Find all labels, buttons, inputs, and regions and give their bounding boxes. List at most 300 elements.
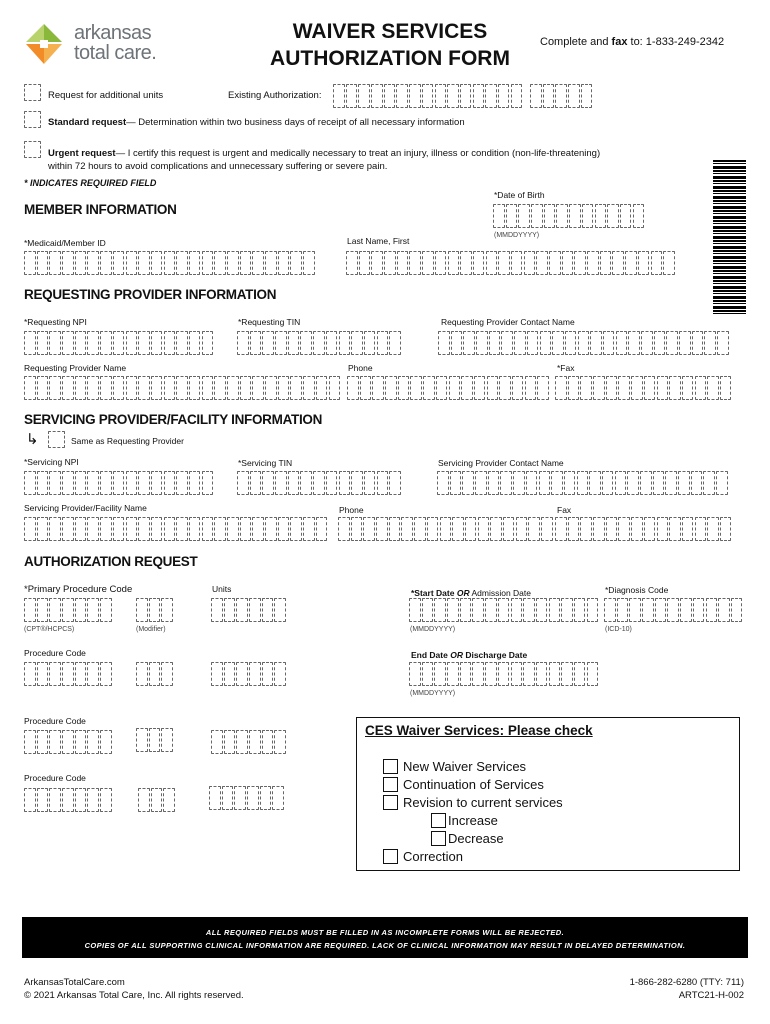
char-box[interactable] xyxy=(640,471,652,495)
char-box[interactable] xyxy=(75,730,87,754)
char-box[interactable] xyxy=(24,251,36,275)
serv-contact-field[interactable] xyxy=(437,471,729,495)
char-box[interactable] xyxy=(541,517,553,541)
char-box[interactable] xyxy=(290,251,302,275)
char-box[interactable] xyxy=(501,331,513,355)
char-box[interactable] xyxy=(409,598,421,622)
char-box[interactable] xyxy=(151,788,163,812)
char-box[interactable] xyxy=(654,331,666,355)
char-box[interactable] xyxy=(500,471,512,495)
char-box[interactable] xyxy=(549,251,561,275)
char-box[interactable] xyxy=(669,517,681,541)
char-box[interactable] xyxy=(100,331,112,355)
char-box[interactable] xyxy=(189,471,201,495)
char-box[interactable] xyxy=(338,517,350,541)
char-box[interactable] xyxy=(397,251,409,275)
increase-checkbox[interactable] xyxy=(431,813,446,828)
char-box[interactable] xyxy=(552,331,564,355)
char-box[interactable] xyxy=(313,471,325,495)
char-box[interactable] xyxy=(87,730,99,754)
char-box[interactable] xyxy=(422,251,434,275)
char-box[interactable] xyxy=(290,517,302,541)
char-box[interactable] xyxy=(644,376,656,400)
dob-field[interactable] xyxy=(493,204,645,228)
char-box[interactable] xyxy=(720,517,732,541)
char-box[interactable] xyxy=(176,376,188,400)
char-box[interactable] xyxy=(568,84,580,108)
char-box[interactable] xyxy=(396,84,408,108)
char-box[interactable] xyxy=(628,331,640,355)
char-box[interactable] xyxy=(214,251,226,275)
char-box[interactable] xyxy=(265,517,277,541)
char-box[interactable] xyxy=(434,662,446,686)
char-box[interactable] xyxy=(461,376,473,400)
char-box[interactable] xyxy=(666,331,678,355)
char-box[interactable] xyxy=(278,517,290,541)
char-box[interactable] xyxy=(202,376,214,400)
char-box[interactable] xyxy=(211,662,223,686)
char-box[interactable] xyxy=(87,471,99,495)
char-box[interactable] xyxy=(303,517,315,541)
char-box[interactable] xyxy=(544,204,556,228)
char-box[interactable] xyxy=(49,598,61,622)
char-box[interactable] xyxy=(487,376,499,400)
char-box[interactable] xyxy=(189,331,201,355)
char-box[interactable] xyxy=(288,331,300,355)
char-box[interactable] xyxy=(138,331,150,355)
char-box[interactable] xyxy=(498,598,510,622)
start-date-field[interactable] xyxy=(409,598,599,622)
char-box[interactable] xyxy=(240,517,252,541)
char-box[interactable] xyxy=(564,471,576,495)
char-box[interactable] xyxy=(49,376,61,400)
char-box[interactable] xyxy=(75,788,87,812)
ces-option-revision[interactable] xyxy=(383,795,563,810)
char-box[interactable] xyxy=(316,376,328,400)
units-field-2[interactable] xyxy=(211,662,287,686)
char-box[interactable] xyxy=(651,251,663,275)
char-box[interactable] xyxy=(262,662,274,686)
char-box[interactable] xyxy=(62,331,74,355)
char-box[interactable] xyxy=(87,376,99,400)
char-box[interactable] xyxy=(578,331,590,355)
char-box[interactable] xyxy=(389,331,401,355)
char-box[interactable] xyxy=(211,598,223,622)
char-box[interactable] xyxy=(409,84,421,108)
end-date-field[interactable] xyxy=(409,662,599,686)
decrease-checkbox[interactable] xyxy=(431,831,446,846)
char-box[interactable] xyxy=(707,517,719,541)
char-box[interactable] xyxy=(679,331,691,355)
char-box[interactable] xyxy=(682,376,694,400)
char-box[interactable] xyxy=(316,517,328,541)
char-box[interactable] xyxy=(377,471,389,495)
char-box[interactable] xyxy=(450,471,462,495)
char-box[interactable] xyxy=(565,331,577,355)
char-box[interactable] xyxy=(274,598,286,622)
char-box[interactable] xyxy=(100,517,112,541)
char-box[interactable] xyxy=(720,376,732,400)
continuation-checkbox[interactable] xyxy=(383,777,398,792)
char-box[interactable] xyxy=(543,84,555,108)
char-box[interactable] xyxy=(716,471,728,495)
char-box[interactable] xyxy=(252,251,264,275)
char-box[interactable] xyxy=(580,517,592,541)
char-box[interactable] xyxy=(526,471,538,495)
char-box[interactable] xyxy=(100,662,112,686)
char-box[interactable] xyxy=(151,376,163,400)
char-box[interactable] xyxy=(389,471,401,495)
char-box[interactable] xyxy=(339,471,351,495)
char-box[interactable] xyxy=(569,204,581,228)
char-box[interactable] xyxy=(587,598,599,622)
char-box[interactable] xyxy=(161,728,173,752)
char-box[interactable] xyxy=(691,471,703,495)
char-box[interactable] xyxy=(163,788,175,812)
char-box[interactable] xyxy=(486,251,498,275)
char-box[interactable] xyxy=(87,662,99,686)
char-box[interactable] xyxy=(644,517,656,541)
char-box[interactable] xyxy=(607,204,619,228)
char-box[interactable] xyxy=(288,471,300,495)
char-box[interactable] xyxy=(75,471,87,495)
medicaid-field[interactable] xyxy=(24,251,316,275)
char-box[interactable] xyxy=(478,517,490,541)
char-box[interactable] xyxy=(498,84,510,108)
char-box[interactable] xyxy=(346,251,358,275)
char-box[interactable] xyxy=(577,471,589,495)
char-box[interactable] xyxy=(499,376,511,400)
char-box[interactable] xyxy=(275,471,287,495)
char-box[interactable] xyxy=(582,204,594,228)
footer-website[interactable]: ArkansasTotalCare.com xyxy=(24,977,125,988)
char-box[interactable] xyxy=(75,331,87,355)
char-box[interactable] xyxy=(511,251,523,275)
char-box[interactable] xyxy=(250,471,262,495)
char-box[interactable] xyxy=(437,471,449,495)
char-box[interactable] xyxy=(138,251,150,275)
char-box[interactable] xyxy=(590,331,602,355)
char-box[interactable] xyxy=(100,730,112,754)
units-field-4[interactable] xyxy=(209,786,285,810)
char-box[interactable] xyxy=(642,598,654,622)
char-box[interactable] xyxy=(371,84,383,108)
char-box[interactable] xyxy=(376,517,388,541)
char-box[interactable] xyxy=(706,598,718,622)
req-fax-field[interactable] xyxy=(555,376,733,400)
req-contact-field[interactable] xyxy=(438,331,730,355)
char-box[interactable] xyxy=(260,786,272,810)
char-box[interactable] xyxy=(536,662,548,686)
char-box[interactable] xyxy=(161,598,173,622)
char-box[interactable] xyxy=(351,517,363,541)
modifier-field-4[interactable] xyxy=(138,788,176,812)
char-box[interactable] xyxy=(530,84,542,108)
char-box[interactable] xyxy=(149,728,161,752)
char-box[interactable] xyxy=(631,376,643,400)
char-box[interactable] xyxy=(602,471,614,495)
char-box[interactable] xyxy=(202,331,214,355)
char-box[interactable] xyxy=(485,662,497,686)
char-box[interactable] xyxy=(164,251,176,275)
ces-option-correction[interactable] xyxy=(383,849,463,864)
char-box[interactable] xyxy=(176,331,188,355)
char-box[interactable] xyxy=(472,662,484,686)
char-box[interactable] xyxy=(625,251,637,275)
char-box[interactable] xyxy=(663,251,675,275)
char-box[interactable] xyxy=(252,376,264,400)
char-box[interactable] xyxy=(161,662,173,686)
char-box[interactable] xyxy=(136,598,148,622)
char-box[interactable] xyxy=(603,331,615,355)
primary-modifier-field[interactable] xyxy=(136,598,174,622)
char-box[interactable] xyxy=(695,376,707,400)
char-box[interactable] xyxy=(227,251,239,275)
char-box[interactable] xyxy=(447,598,459,622)
char-box[interactable] xyxy=(278,376,290,400)
char-box[interactable] xyxy=(493,204,505,228)
char-box[interactable] xyxy=(682,517,694,541)
existing-auth-field[interactable] xyxy=(333,84,523,108)
char-box[interactable] xyxy=(536,598,548,622)
char-box[interactable] xyxy=(657,517,669,541)
char-box[interactable] xyxy=(695,517,707,541)
char-box[interactable] xyxy=(151,251,163,275)
char-box[interactable] xyxy=(449,376,461,400)
char-box[interactable] xyxy=(549,662,561,686)
new-waiver-checkbox[interactable] xyxy=(383,759,398,774)
char-box[interactable] xyxy=(151,471,163,495)
char-box[interactable] xyxy=(528,517,540,541)
char-box[interactable] xyxy=(540,331,552,355)
char-box[interactable] xyxy=(37,730,49,754)
char-box[interactable] xyxy=(87,517,99,541)
char-box[interactable] xyxy=(409,251,421,275)
correction-checkbox[interactable] xyxy=(383,849,398,864)
char-box[interactable] xyxy=(138,376,150,400)
char-box[interactable] xyxy=(24,662,36,686)
modifier-field-2[interactable] xyxy=(136,662,174,686)
char-box[interactable] xyxy=(527,331,539,355)
char-box[interactable] xyxy=(126,471,138,495)
char-box[interactable] xyxy=(262,331,274,355)
char-box[interactable] xyxy=(631,517,643,541)
char-box[interactable] xyxy=(252,517,264,541)
char-box[interactable] xyxy=(513,471,525,495)
char-box[interactable] xyxy=(214,376,226,400)
char-box[interactable] xyxy=(498,251,510,275)
char-box[interactable] xyxy=(236,598,248,622)
char-box[interactable] xyxy=(62,662,74,686)
char-box[interactable] xyxy=(555,376,567,400)
char-box[interactable] xyxy=(606,517,618,541)
char-box[interactable] xyxy=(346,84,358,108)
char-box[interactable] xyxy=(126,517,138,541)
char-box[interactable] xyxy=(629,598,641,622)
char-box[interactable] xyxy=(473,84,485,108)
char-box[interactable] xyxy=(164,471,176,495)
char-box[interactable] xyxy=(247,786,259,810)
char-box[interactable] xyxy=(555,517,567,541)
char-box[interactable] xyxy=(339,331,351,355)
char-box[interactable] xyxy=(556,204,568,228)
char-box[interactable] xyxy=(265,251,277,275)
char-box[interactable] xyxy=(62,730,74,754)
char-box[interactable] xyxy=(62,251,74,275)
char-box[interactable] xyxy=(126,251,138,275)
char-box[interactable] xyxy=(329,376,341,400)
char-box[interactable] xyxy=(37,471,49,495)
char-box[interactable] xyxy=(75,376,87,400)
char-box[interactable] xyxy=(600,251,612,275)
char-box[interactable] xyxy=(516,517,528,541)
char-box[interactable] xyxy=(704,331,716,355)
char-box[interactable] xyxy=(460,598,472,622)
char-box[interactable] xyxy=(303,251,315,275)
char-box[interactable] xyxy=(653,471,665,495)
char-box[interactable] xyxy=(523,598,535,622)
char-box[interactable] xyxy=(616,331,628,355)
char-box[interactable] xyxy=(525,376,537,400)
serv-phone-field[interactable] xyxy=(338,517,554,541)
char-box[interactable] xyxy=(87,251,99,275)
char-box[interactable] xyxy=(574,251,586,275)
char-box[interactable] xyxy=(514,331,526,355)
char-box[interactable] xyxy=(460,84,472,108)
char-box[interactable] xyxy=(447,662,459,686)
char-box[interactable] xyxy=(237,331,249,355)
req-phone-field[interactable] xyxy=(347,376,550,400)
char-box[interactable] xyxy=(452,517,464,541)
char-box[interactable] xyxy=(300,331,312,355)
char-box[interactable] xyxy=(490,517,502,541)
char-box[interactable] xyxy=(731,598,743,622)
char-box[interactable] xyxy=(151,517,163,541)
char-box[interactable] xyxy=(377,331,389,355)
char-box[interactable] xyxy=(326,331,338,355)
char-box[interactable] xyxy=(657,376,669,400)
char-box[interactable] xyxy=(460,662,472,686)
char-box[interactable] xyxy=(62,598,74,622)
char-box[interactable] xyxy=(227,517,239,541)
serv-fax-field[interactable] xyxy=(555,517,733,541)
char-box[interactable] xyxy=(427,517,439,541)
char-box[interactable] xyxy=(347,376,359,400)
char-box[interactable] xyxy=(164,376,176,400)
char-box[interactable] xyxy=(24,376,36,400)
char-box[interactable] xyxy=(37,788,49,812)
char-box[interactable] xyxy=(49,331,61,355)
char-box[interactable] xyxy=(176,517,188,541)
ces-option-increase[interactable] xyxy=(431,813,498,828)
serv-name-field[interactable] xyxy=(24,517,329,541)
char-box[interactable] xyxy=(562,251,574,275)
char-box[interactable] xyxy=(303,376,315,400)
char-box[interactable] xyxy=(615,471,627,495)
char-box[interactable] xyxy=(587,662,599,686)
char-box[interactable] xyxy=(371,251,383,275)
char-box[interactable] xyxy=(475,471,487,495)
char-box[interactable] xyxy=(620,204,632,228)
char-box[interactable] xyxy=(136,662,148,686)
char-box[interactable] xyxy=(472,598,484,622)
char-box[interactable] xyxy=(447,84,459,108)
char-box[interactable] xyxy=(278,251,290,275)
char-box[interactable] xyxy=(692,331,704,355)
char-box[interactable] xyxy=(364,471,376,495)
char-box[interactable] xyxy=(75,251,87,275)
char-box[interactable] xyxy=(384,84,396,108)
char-box[interactable] xyxy=(422,662,434,686)
char-box[interactable] xyxy=(385,376,397,400)
char-box[interactable] xyxy=(151,331,163,355)
char-box[interactable] xyxy=(476,331,488,355)
char-box[interactable] xyxy=(667,598,679,622)
char-box[interactable] xyxy=(113,376,125,400)
char-box[interactable] xyxy=(234,786,246,810)
char-box[interactable] xyxy=(149,662,161,686)
ces-option-decrease[interactable] xyxy=(431,831,504,846)
char-box[interactable] xyxy=(537,376,549,400)
char-box[interactable] xyxy=(511,662,523,686)
char-box[interactable] xyxy=(617,598,629,622)
char-box[interactable] xyxy=(612,251,624,275)
char-box[interactable] xyxy=(523,662,535,686)
char-box[interactable] xyxy=(37,598,49,622)
char-box[interactable] xyxy=(290,376,302,400)
char-box[interactable] xyxy=(202,471,214,495)
char-box[interactable] xyxy=(409,662,421,686)
char-box[interactable] xyxy=(100,788,112,812)
char-box[interactable] xyxy=(503,517,515,541)
char-box[interactable] xyxy=(551,471,563,495)
procedure-code-field-4[interactable] xyxy=(24,788,113,812)
char-box[interactable] xyxy=(401,517,413,541)
char-box[interactable] xyxy=(24,331,36,355)
char-box[interactable] xyxy=(531,204,543,228)
char-box[interactable] xyxy=(87,788,99,812)
char-box[interactable] xyxy=(176,251,188,275)
req-npi-field[interactable] xyxy=(24,331,214,355)
char-box[interactable] xyxy=(222,786,234,810)
char-box[interactable] xyxy=(451,331,463,355)
char-box[interactable] xyxy=(561,662,573,686)
char-box[interactable] xyxy=(24,517,36,541)
char-box[interactable] xyxy=(536,251,548,275)
char-box[interactable] xyxy=(100,471,112,495)
char-box[interactable] xyxy=(593,376,605,400)
char-box[interactable] xyxy=(249,598,261,622)
char-box[interactable] xyxy=(202,251,214,275)
char-box[interactable] xyxy=(717,331,729,355)
char-box[interactable] xyxy=(358,84,370,108)
char-box[interactable] xyxy=(37,331,49,355)
req-name-field[interactable] xyxy=(24,376,341,400)
char-box[interactable] xyxy=(422,84,434,108)
char-box[interactable] xyxy=(224,730,236,754)
char-box[interactable] xyxy=(37,662,49,686)
char-box[interactable] xyxy=(581,84,593,108)
char-box[interactable] xyxy=(224,662,236,686)
char-box[interactable] xyxy=(618,376,630,400)
char-box[interactable] xyxy=(511,84,523,108)
char-box[interactable] xyxy=(669,376,681,400)
char-box[interactable] xyxy=(465,517,477,541)
char-box[interactable] xyxy=(463,331,475,355)
char-box[interactable] xyxy=(485,598,497,622)
req-tin-field[interactable] xyxy=(237,331,402,355)
char-box[interactable] xyxy=(364,331,376,355)
